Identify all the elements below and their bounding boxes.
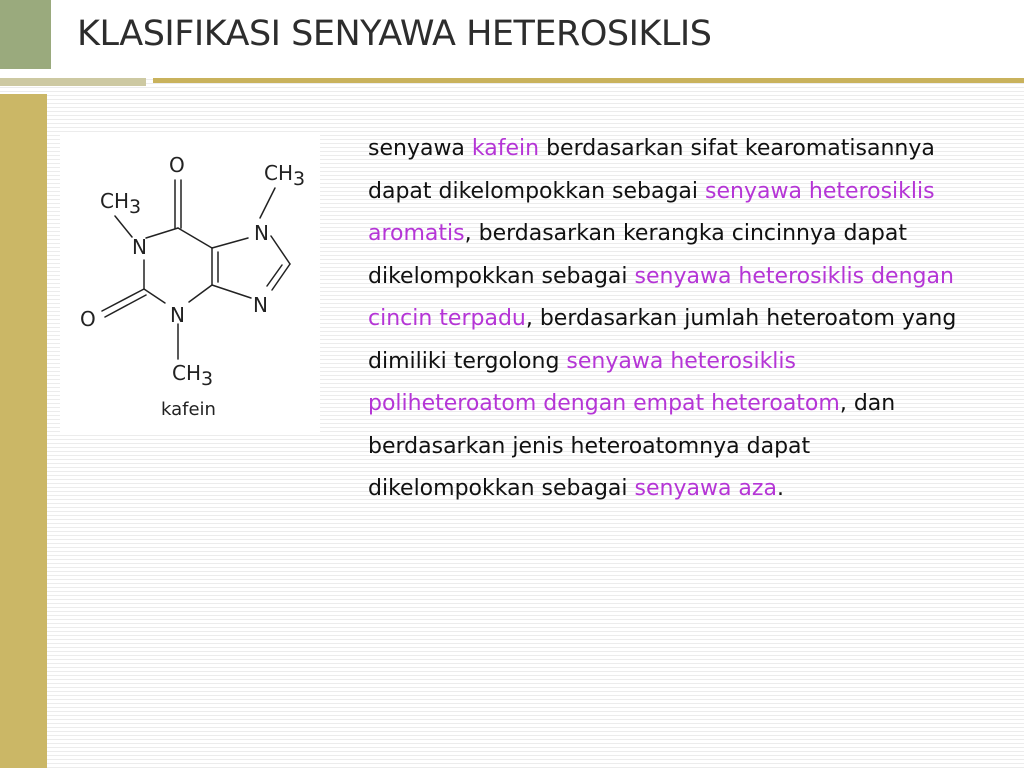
highlight-term: senyawa heterosiklis aromatis xyxy=(368,178,935,246)
title-rule-right xyxy=(153,78,1024,83)
text-segment: , berdasarkan jumlah heteroatom yang dimiliki tergolong xyxy=(368,306,957,374)
highlight-term: kafein xyxy=(471,136,540,161)
body-paragraph xyxy=(368,128,968,511)
figure-caption: kafein xyxy=(161,399,216,420)
highlight-term: senyawa aza xyxy=(634,476,777,501)
caffeine-structure-icon xyxy=(60,134,320,432)
title-rule-left xyxy=(0,78,146,86)
text-segment: . xyxy=(776,476,784,501)
text-segment: senyawa xyxy=(368,136,472,161)
atom-o-top: O xyxy=(169,153,185,177)
side-accent-bar xyxy=(0,94,47,768)
methyl-top-right: CH3 xyxy=(264,161,306,190)
text-segment: , dan berdasarkan jenis heteroatomnya dapat dikelompokkan sebagai xyxy=(368,391,896,501)
methyl-bottom: CH3 xyxy=(172,361,214,390)
highlight-term: senyawa heterosiklis dengan cincin terpadu xyxy=(368,263,954,331)
atom-n3: N xyxy=(170,303,185,327)
caffeine-figure xyxy=(60,134,320,432)
accent-block xyxy=(0,0,51,69)
methyl-left: CH3 xyxy=(100,189,142,218)
atom-n9: N xyxy=(253,293,268,317)
atom-o-left: O xyxy=(80,307,96,331)
atom-n1: N xyxy=(132,235,147,259)
atom-n7: N xyxy=(254,221,269,245)
text-segment: , berdasarkan kerangka cincinnya dapat dikelompokkan sebagai xyxy=(368,221,907,289)
text-segment: berdasarkan sifat kearomatisannya dapat dikelompokkan sebagai xyxy=(368,136,935,204)
highlight-term: senyawa heterosiklis poliheteroatom dengan empat heteroatom xyxy=(368,348,840,416)
slide-title: KLASIFIKASI SENYAWA HETEROSIKLIS xyxy=(77,14,712,54)
